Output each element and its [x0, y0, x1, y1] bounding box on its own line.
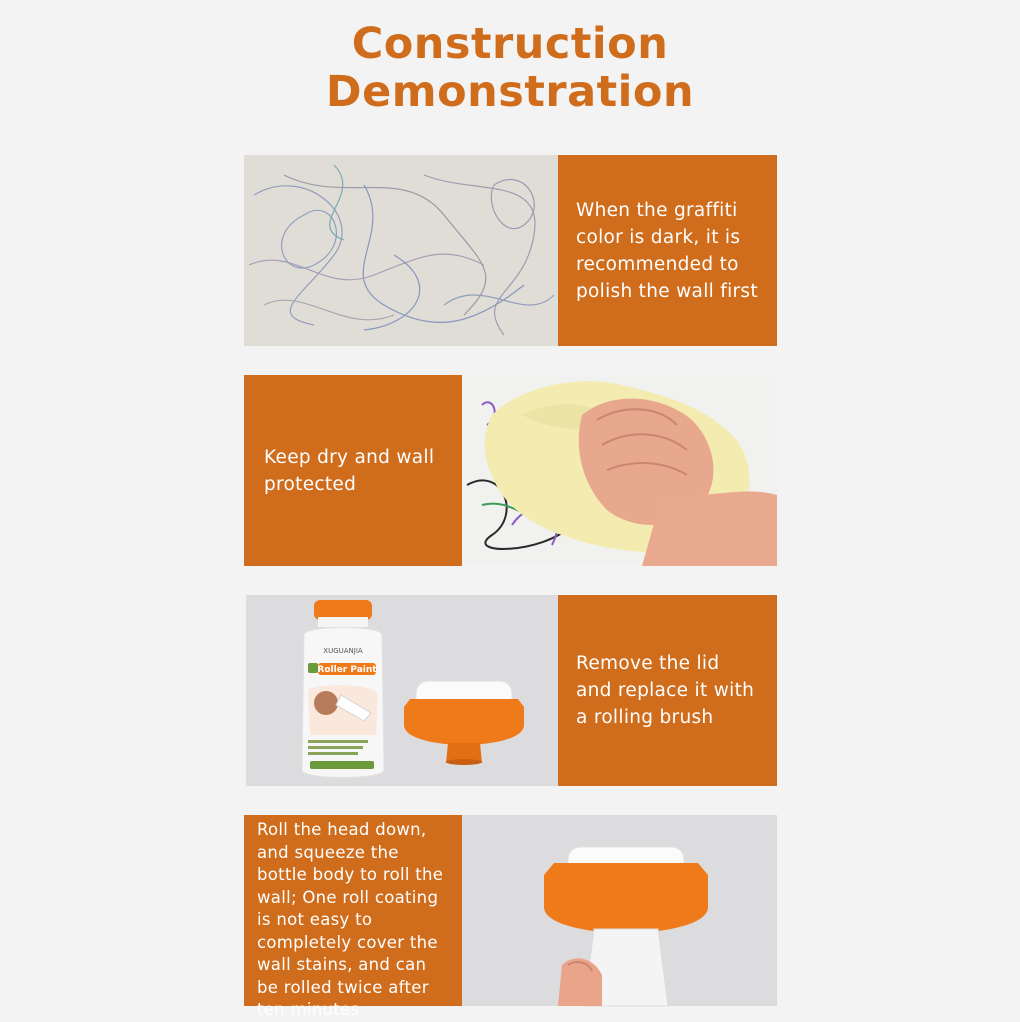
hand-wiping-wall-photo: [462, 375, 777, 566]
product-brand-label: XUGUANJIA: [323, 647, 363, 655]
product-name-label: Roller Paint: [317, 665, 377, 675]
paint-bottle-and-roller-photo: [246, 595, 558, 786]
step-card-2: [244, 375, 777, 566]
title-line-1: Construction: [351, 19, 669, 69]
step-4-text: Roll the head down, and squeeze the bottle body to roll the wall; One roll coating is not easy to completely cover the wall stains, and can be rolled twice after ten minutes: [257, 820, 444, 1019]
step-4-text-panel: [244, 815, 462, 1019]
step-card-4: [244, 815, 777, 1019]
step-2-text: Keep dry and wall protected: [264, 446, 435, 495]
scribbled-wall-photo: [244, 155, 558, 346]
step-3-text: Remove the lid and replace it with a rolling brush: [576, 653, 755, 728]
step-card-1: [244, 155, 777, 346]
step-card-3: [246, 595, 777, 786]
step-1-text-panel: [558, 155, 777, 346]
step-2-text-panel: [244, 375, 462, 566]
roller-on-bottle-photo: [462, 815, 777, 1006]
title-line-2: Demonstration: [325, 67, 695, 117]
page-title: [0, 20, 1020, 116]
step-3-text-panel: [558, 595, 777, 786]
step-1-text: When the graffiti color is dark, it is recommended to polish the wall first: [576, 199, 758, 302]
